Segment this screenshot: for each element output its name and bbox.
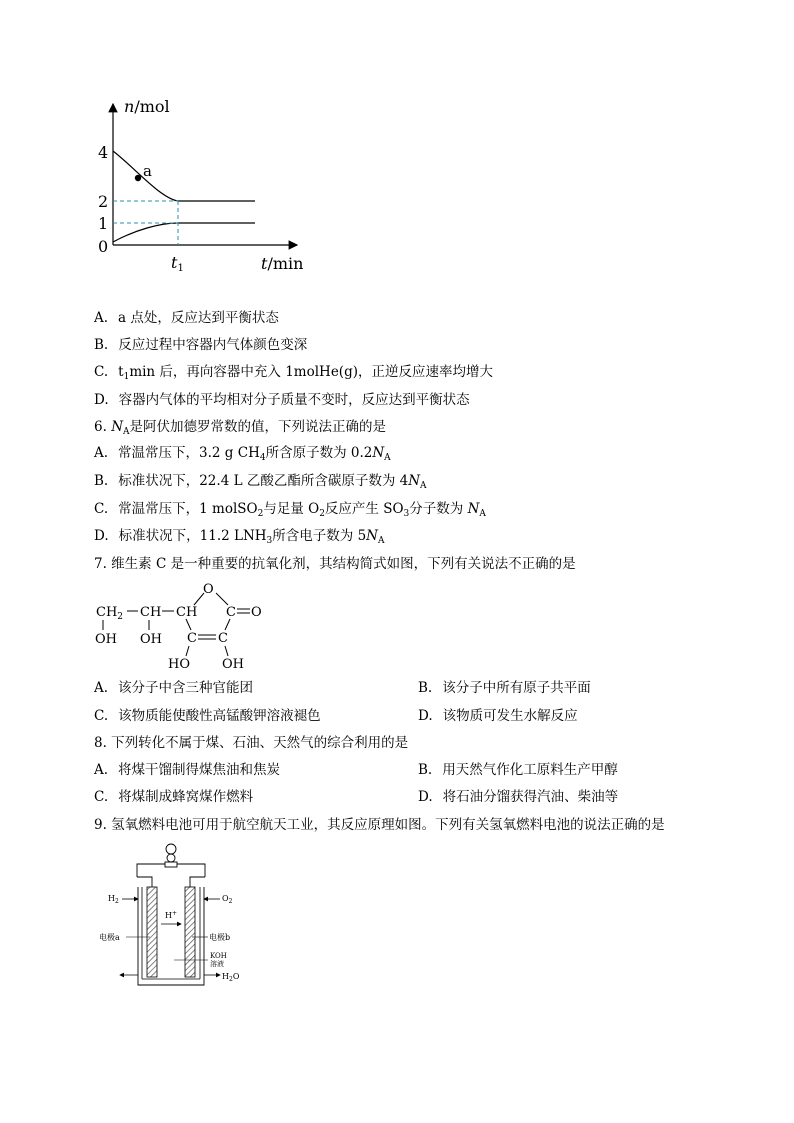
electrode-a-body bbox=[147, 887, 157, 977]
q8-stem: 8. 下列转化不属于煤、石油、天然气的综合利用的是 bbox=[94, 735, 409, 751]
q5-option-a: A. a 点处，反应达到平衡状态 bbox=[94, 310, 279, 326]
h2-label: $H_2$ bbox=[108, 894, 119, 905]
q6-option-d: D. 标准状况下，11.2 $LNH_3$所含电子数为 $5N_A$ bbox=[94, 528, 385, 546]
y-tick-4: 4 bbox=[98, 143, 109, 162]
atom-c-left: C bbox=[187, 631, 197, 646]
atom-c-right: C bbox=[218, 631, 228, 646]
atom-ch-middle: CH bbox=[140, 605, 162, 620]
atom-ch2: $CH_2$ bbox=[96, 605, 124, 622]
vitamin-c-structure bbox=[90, 578, 270, 673]
y-tick-1: 1 bbox=[98, 214, 109, 233]
q7-option-d: D. 该物质可发生水解反应 bbox=[418, 708, 578, 724]
q6-option-a: A. 常温常压下，3.2 g $CH_4$所含原子数为 $0.2N_A$ bbox=[94, 445, 391, 463]
mol-time-graph bbox=[90, 90, 310, 275]
external-circuit bbox=[137, 864, 205, 887]
q6-stem: 6. $N_A$是阿伏加德罗常数的值，下列说法正确的是 bbox=[94, 419, 386, 437]
q7-option-a: A. 该分子中含三种官能团 bbox=[94, 680, 254, 696]
point-a bbox=[135, 175, 141, 181]
q8-option-c: C. 将煤制成蜂窝煤作燃料 bbox=[94, 789, 254, 805]
o2-label: $O_2$ bbox=[222, 894, 233, 905]
electrode-a-label: 电极a bbox=[99, 933, 120, 942]
q5-option-c: C. $t_1\min$ 后，再向容器中充入 1molHe(g)，正逆反应速率均增大 bbox=[94, 364, 493, 382]
atom-o-ring: O bbox=[203, 582, 214, 597]
q7-stem: 7. 维生素 C 是一种重要的抗氧化剂，其结构简式如图，下列有关说法不正确的是 bbox=[94, 556, 576, 572]
q8-option-d: D. 将石油分馏获得汽油、柴油等 bbox=[418, 789, 619, 805]
atom-oh-4: OH bbox=[222, 657, 244, 672]
q8-option-b: B. 用天然气作化工原料生产甲醇 bbox=[418, 762, 618, 778]
q7-option-c: C. 该物质能使酸性高锰酸钾溶液褪色 bbox=[94, 708, 321, 724]
q7-option-b: B. 该分子中所有原子共平面 bbox=[418, 680, 591, 696]
fuel-cell-diagram bbox=[99, 842, 264, 987]
y-tick-2: 2 bbox=[98, 192, 109, 211]
q5-option-b: B. 反应过程中容器内气体颜色变深 bbox=[94, 337, 308, 353]
atom-c-carbonyl: C bbox=[226, 605, 236, 620]
x-axis-label: t/min bbox=[261, 254, 304, 273]
electrode-b-label: 电极b bbox=[209, 933, 231, 942]
atom-oh-2: OH bbox=[140, 632, 162, 647]
q9-stem: 9. 氢氧燃料电池可用于航空航天工业，其反应原理如图。下列有关氢氧燃料电池的说法正确的是 bbox=[94, 817, 665, 833]
y-tick-0: 0 bbox=[98, 237, 109, 256]
solution-label: 溶液 bbox=[210, 960, 224, 968]
h2o-label: $H_2O$ bbox=[222, 972, 240, 983]
atom-o-carbonyl: O bbox=[251, 605, 262, 620]
lamp-icon bbox=[165, 844, 177, 867]
atom-ho: HO bbox=[168, 657, 190, 672]
q6-option-c: C. 常温常压下，1 molSO$_2$与足量 $O_2$反应产生 $SO_3$分子数为 $N_A$ bbox=[94, 501, 486, 519]
point-a-label: a bbox=[143, 162, 152, 180]
q8-option-a: A. 将煤干馏制得煤焦油和焦炭 bbox=[94, 762, 281, 778]
q6-option-b: B. 标准状况下，22.4 L 乙酸乙酯所含碳原子数为 $4N_A$ bbox=[94, 473, 427, 491]
atom-ch-ring: CH bbox=[176, 605, 198, 620]
koh-label: KOH bbox=[210, 952, 227, 960]
lower-curve bbox=[113, 223, 255, 242]
q5-option-d: D. 容器内气体的平均相对分子质量不变时，反应达到平衡状态 bbox=[94, 392, 470, 408]
atom-oh-1: OH bbox=[95, 632, 117, 647]
h-plus-label: H+ bbox=[165, 910, 178, 920]
electrode-b-body bbox=[185, 887, 195, 977]
y-axis-label: n/mol bbox=[124, 97, 170, 116]
upper-curve bbox=[113, 151, 255, 201]
t1-label: t1 bbox=[171, 253, 184, 274]
